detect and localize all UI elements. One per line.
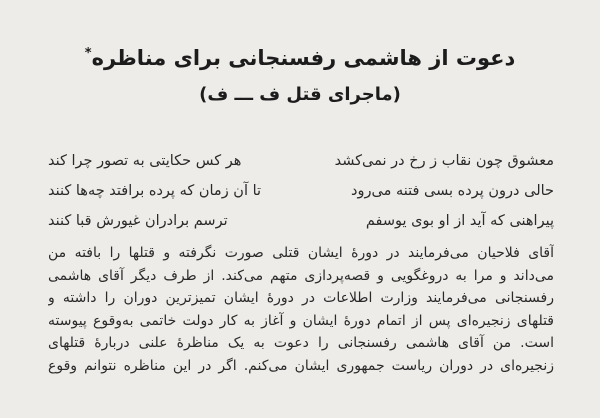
poem-hemistich-second: هر کس حکایتی به تصور چرا کند xyxy=(48,153,242,169)
body-line: آقای فلاحیان می‌فرمایند در دورهٔ ایشان قتلی صورت نگرفته و قتلها را بافته من xyxy=(48,245,554,261)
poem-hemistich-second: تا آن زمان که پرده برافتد چه‌ها کنند xyxy=(48,183,262,199)
article-body xyxy=(48,242,554,377)
poem-hemistich-first: پیراهنی که آید از او بوی یوسفم xyxy=(365,213,554,229)
article-title xyxy=(0,46,600,70)
poem-verse xyxy=(0,178,600,204)
body-line: رفسنجانی می‌فرمایند وزارت اطلاعات در دورهٔ ایشان تمیزترین دوران را داشته و xyxy=(48,290,554,306)
body-line: است. من آقای هاشمی رفسنجانی را دعوت به یک مناظرهٔ علنی دربارهٔ قتلهای xyxy=(48,335,554,351)
poem-hemistich-second: ترسم برادران غیورش قبا کنند xyxy=(48,213,228,229)
poem-verse xyxy=(0,208,600,234)
body-line: زنجیره‌ای در دوران ریاست جمهوری ایشان می‌کنم. اگر در این مناظره نتوانم وقوع xyxy=(48,357,554,374)
body-line: می‌داند و مرا به دروغگویی و قصه‌پردازی متهم می‌کند. از طرف دیگر آقای هاشمی xyxy=(48,267,554,284)
poem-hemistich-first: حالی درون پرده بسی فتنه می‌رود xyxy=(351,183,554,199)
poem-verse xyxy=(0,148,600,174)
article-subtitle: (ماجرای قتل ف ـــ ف) xyxy=(199,84,401,105)
body-line: قتلهای زنجیره‌ای پس از اتمام دورهٔ ایشان و آغاز به کار دولت خاتمی به‌وقوع پیوسته xyxy=(48,312,554,329)
footnote-mark: * xyxy=(84,46,92,61)
poem-hemistich-first: معشوق چون نقاب ز رخ در نمی‌کشد xyxy=(334,153,554,169)
article-title-text: دعوت از هاشمی رفسنجانی برای مناظره xyxy=(91,46,516,70)
